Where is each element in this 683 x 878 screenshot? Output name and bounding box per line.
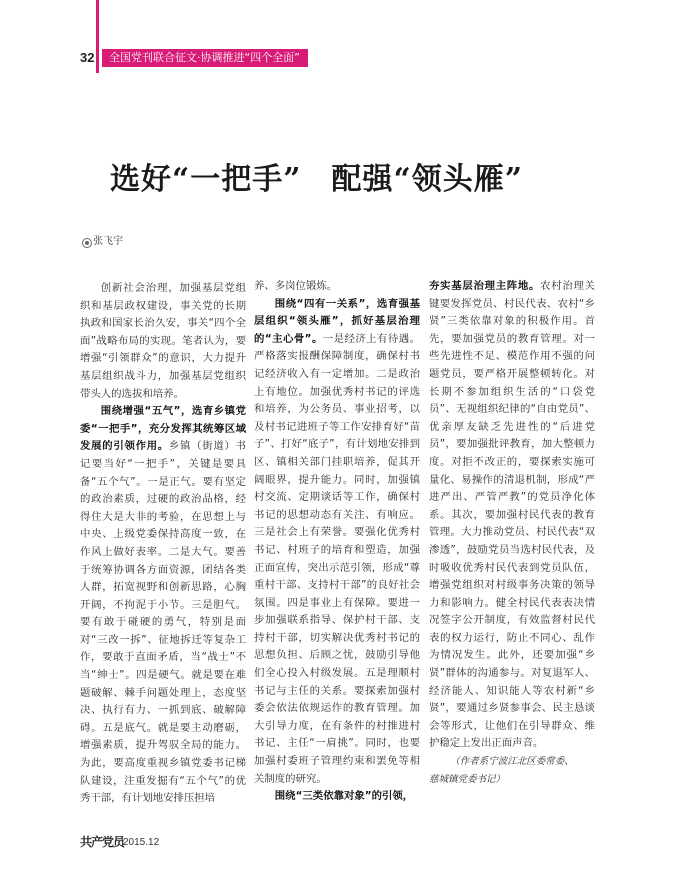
title-part-1: 选好“一把手” xyxy=(110,162,302,197)
paragraph xyxy=(80,403,246,808)
section-heading: 围绕“四有一关系”，选育强基层组织“领头雁”，抓好基层治理的“主心骨”。 xyxy=(254,297,420,345)
title-part-2: 配强“领头雁” xyxy=(331,162,524,197)
author-signature-line-2: 慈城镇党委书记） xyxy=(429,773,506,785)
text-column-3 xyxy=(429,278,595,788)
page-number: 32 xyxy=(80,50,95,65)
paragraph xyxy=(254,296,420,789)
paragraph xyxy=(429,278,595,753)
section-header-label: 全国党刊联合征文·协调推进“四个全面” xyxy=(109,51,300,64)
paragraph xyxy=(254,788,420,806)
text-column-2 xyxy=(254,278,420,806)
paragraph-text: 一是经济上有待遇。严格落实报酬保障制度，确保村书记经济收入有一定增加。二是政治上有地位。加强优秀村书记的评选和培养，为公务员、事业招考，以及村书记进班子等工作安排育好“苗子”、打好“底子”，有计划地安排到区、镇相关部门挂职培养，促其开阔眼界，提升能力。同时，加强镇村交流、定期谈话等工作，确保村书记的思想动态有关注、有响应。三是社会上有荣誉。要强化优秀村书记、村班子的培育和塑造，加强正面宣传，突出示范引领，形成“尊重村干部、支持村干部”的良好社会氛围。四是事业上有保障。要进一步加强联系指导、保护村干部、支持村干部，切实解决优秀村书记的思想负担、后顾之忧，鼓励引导他们全心投入村级发展。五是理顺村书记与主任的关系。要探索加强村委会依法依规运作的教育管理。加大引导力度，在有条件的村推进村书记、主任“一肩挑”。同时，也要加强村委班子管理约束和罢免等相关制度的研究。 xyxy=(254,332,420,785)
text-column-1 xyxy=(80,280,246,808)
paragraph-text: 乡镇（街道）书记要当好“一把手”，关键是要具备“五个气”。一是正气。要有坚定的政治素质，过硬的政治品格，经得住大是大非的考验，在思想上与中央、上级党委保持高度一致，在作风上做好表率。二是大气。要善于统筹协调各方面资源，团结各类人群，拓宽视野和创新思路，心胸开阔，不拘泥于小节。三是胆气。要有敢于碰硬的勇气，特别是面对“三改一拆”、征地拆迁等复杂工作，要敢于直面矛盾，当“战士”不当“绅士”。四是硬气。就是要在难题破解、棘手问题处理上，态度坚决、执行有力、一抓到底、破解障碍。五是底气。就是要主动磨砺，增强素质，提升驾驭全局的能力。为此，要高度重视乡镇党委书记梯队建设，注重发掘有“五个气”的优秀干部，有计划地安排压担培 xyxy=(80,440,247,805)
section-heading: 夯实基层治理主阵地。 xyxy=(429,280,541,292)
article-title xyxy=(110,161,523,199)
author-name: 张飞宇 xyxy=(93,236,123,247)
section-heading: 围绕“三类依靠对象”的引领， xyxy=(274,790,414,803)
paragraph: 创新社会治理，加强基层党组织和基层政权建设，事关党的长期执政和国家长治久安，事关“四个全面”战略布局的实现。笔者认为，要增强“引领群众”的意识，大力提升基层组织战斗力，加强基层党组织带头人的选拔和培养。 xyxy=(80,282,246,400)
circle-bullet-icon xyxy=(82,238,92,248)
issue-date: 2015.12 xyxy=(123,837,160,848)
header-accent-bar xyxy=(96,0,99,73)
author-signature-line-1: （作者系宁波江北区委常委、 xyxy=(450,756,574,768)
section-heading: 围绕增强“五气”，选育乡镇党委“一把手”，充分发挥其统筹区域发展的引领作用。 xyxy=(80,405,246,453)
paragraph-text: 农村治理关键要发挥党员、村民代表、农村“乡贤”三类依靠对象的积极作用。首先，要加强党员的教育管理。对一些先进性不足、模范作用不强的问题党员，要严格开展整顿转化。对长期不参加组织生活的“口袋党员”、无视组织纪律的“自由党员”、优亲厚友缺乏先进性的“后进党员”，要加强批评教育，加大整顿力度。对拒不改正的，要探索实施可量化、易操作的清退机制，形成“严进严出、严管严教”的党员净化体系。其次，要加强村民代表的教育管理。大力推动党员、村民代表“双渗透”，鼓励党员当选村民代表，及时吸收优秀村民代表到党员队伍，增强党组织对村级事务决策的领导力和影响力。健全村民代表表决情况签字公开制度，有效监督村民代表的权力运行，防止不同心、乱作为情况发生。此外，还要加强“乡贤”群体的沟通参与。对复退军人、经济能人、知识能人等农村新“乡贤”，要通过乡贤参事会、民主恳谈会等形式，让他们在引导群众、维护稳定上发出正面声音。 xyxy=(429,280,596,750)
paragraph: 养、多岗位锻炼。 xyxy=(254,280,338,292)
magazine-logo: 共产党员 xyxy=(80,835,125,849)
